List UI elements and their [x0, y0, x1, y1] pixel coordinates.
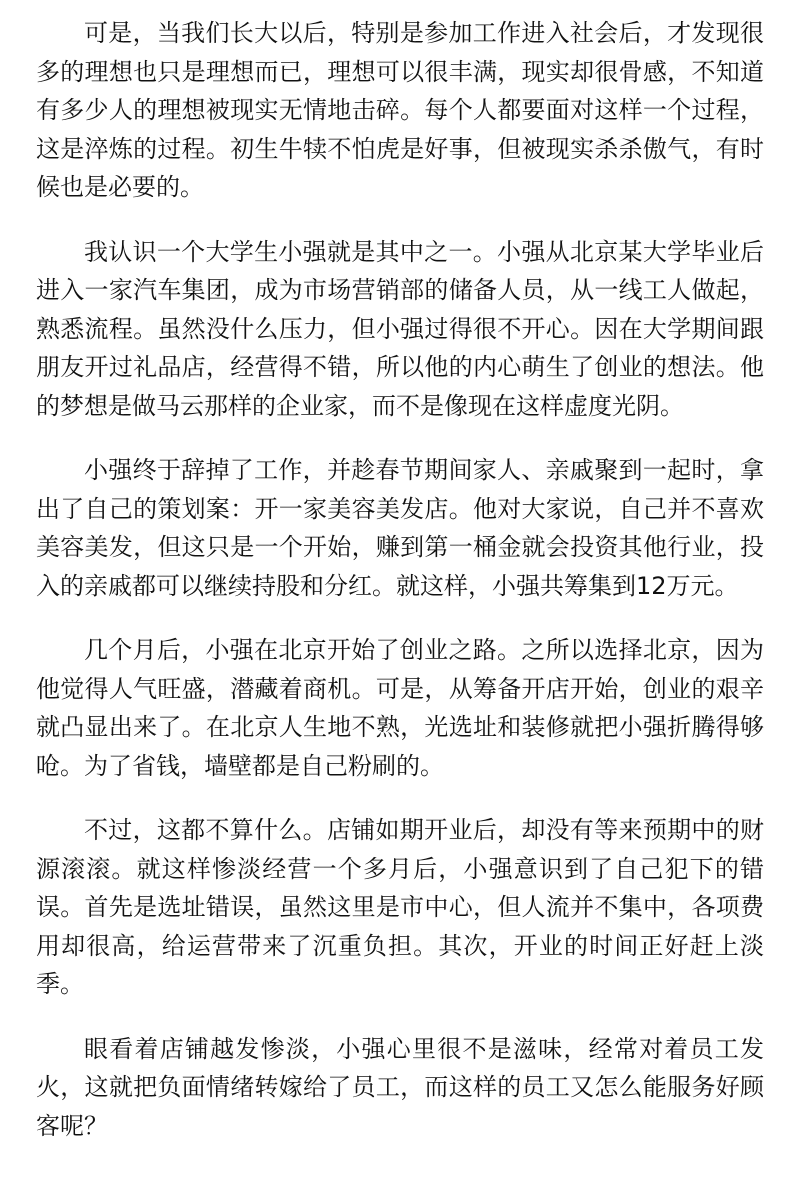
paragraph-4: 几个月后，小强在北京开始了创业之路。之所以选择北京，因为他觉得人气旺盛，潜藏着商机。可是，从筹备开店开始，创业的艰辛就凸显出来了。在北京人生地不熟，光选址和装修就把小强折腾得够呛。为了省钱，墙壁都是自己粉刷的。 — [36, 636, 764, 780]
paragraph-1: 可是，当我们长大以后，特别是参加工作进入社会后，才发现很多的理想也只是理想而已，理想可以很丰满，现实却很骨感，不知道有多少人的理想被现实无情地击碎。每个人都要面对这样一个过程，这是淬炼的过程。初生牛犊不怕虎是好事，但被现实杀杀傲气，有时候也是必要的。 — [36, 19, 764, 201]
paragraph-6: 眼看着店铺越发惨淡，小强心里很不是滋味，经常对着员工发火，这就把负面情绪转嫁给了员工，而这样的员工又怎么能服务好顾客呢？ — [36, 1034, 764, 1140]
paragraph-5: 不过，这都不算什么。店铺如期开业后，却没有等来预期中的财源滚滚。就这样惨淡经营一个多月后，小强意识到了自己犯下的错误。首先是选址错误，虽然这里是市中心，但人流并不集中，各项费用却很高，给运营带来了沉重负担。其次，开业的时间正好赶上淡季。 — [36, 816, 764, 998]
article-body — [36, 14, 764, 1171]
paragraph-2: 我认识一个大学生小强就是其中之一。小强从北京某大学毕业后进入一家汽车集团，成为市场营销部的储备人员，从一线工人做起，熟悉流程。虽然没什么压力，但小强过得很不开心。因在大学期间跟朋友开过礼品店，经营得不错，所以他的内心萌生了创业的想法。他的梦想是做马云那样的企业家，而不是像现在这样虚度光阴。 — [36, 237, 764, 420]
paragraph-3: 小强终于辞掉了工作，并趁春节期间家人、亲戚聚到一起时，拿出了自己的策划案：开一家美容美发店。他对大家说，自己并不喜欢美容美发，但这只是一个开始，赚到第一桶金就会投资其他行业，投入的亲戚都可以继续持股和分红。就这样，小强共筹集到12万元。 — [36, 456, 764, 600]
